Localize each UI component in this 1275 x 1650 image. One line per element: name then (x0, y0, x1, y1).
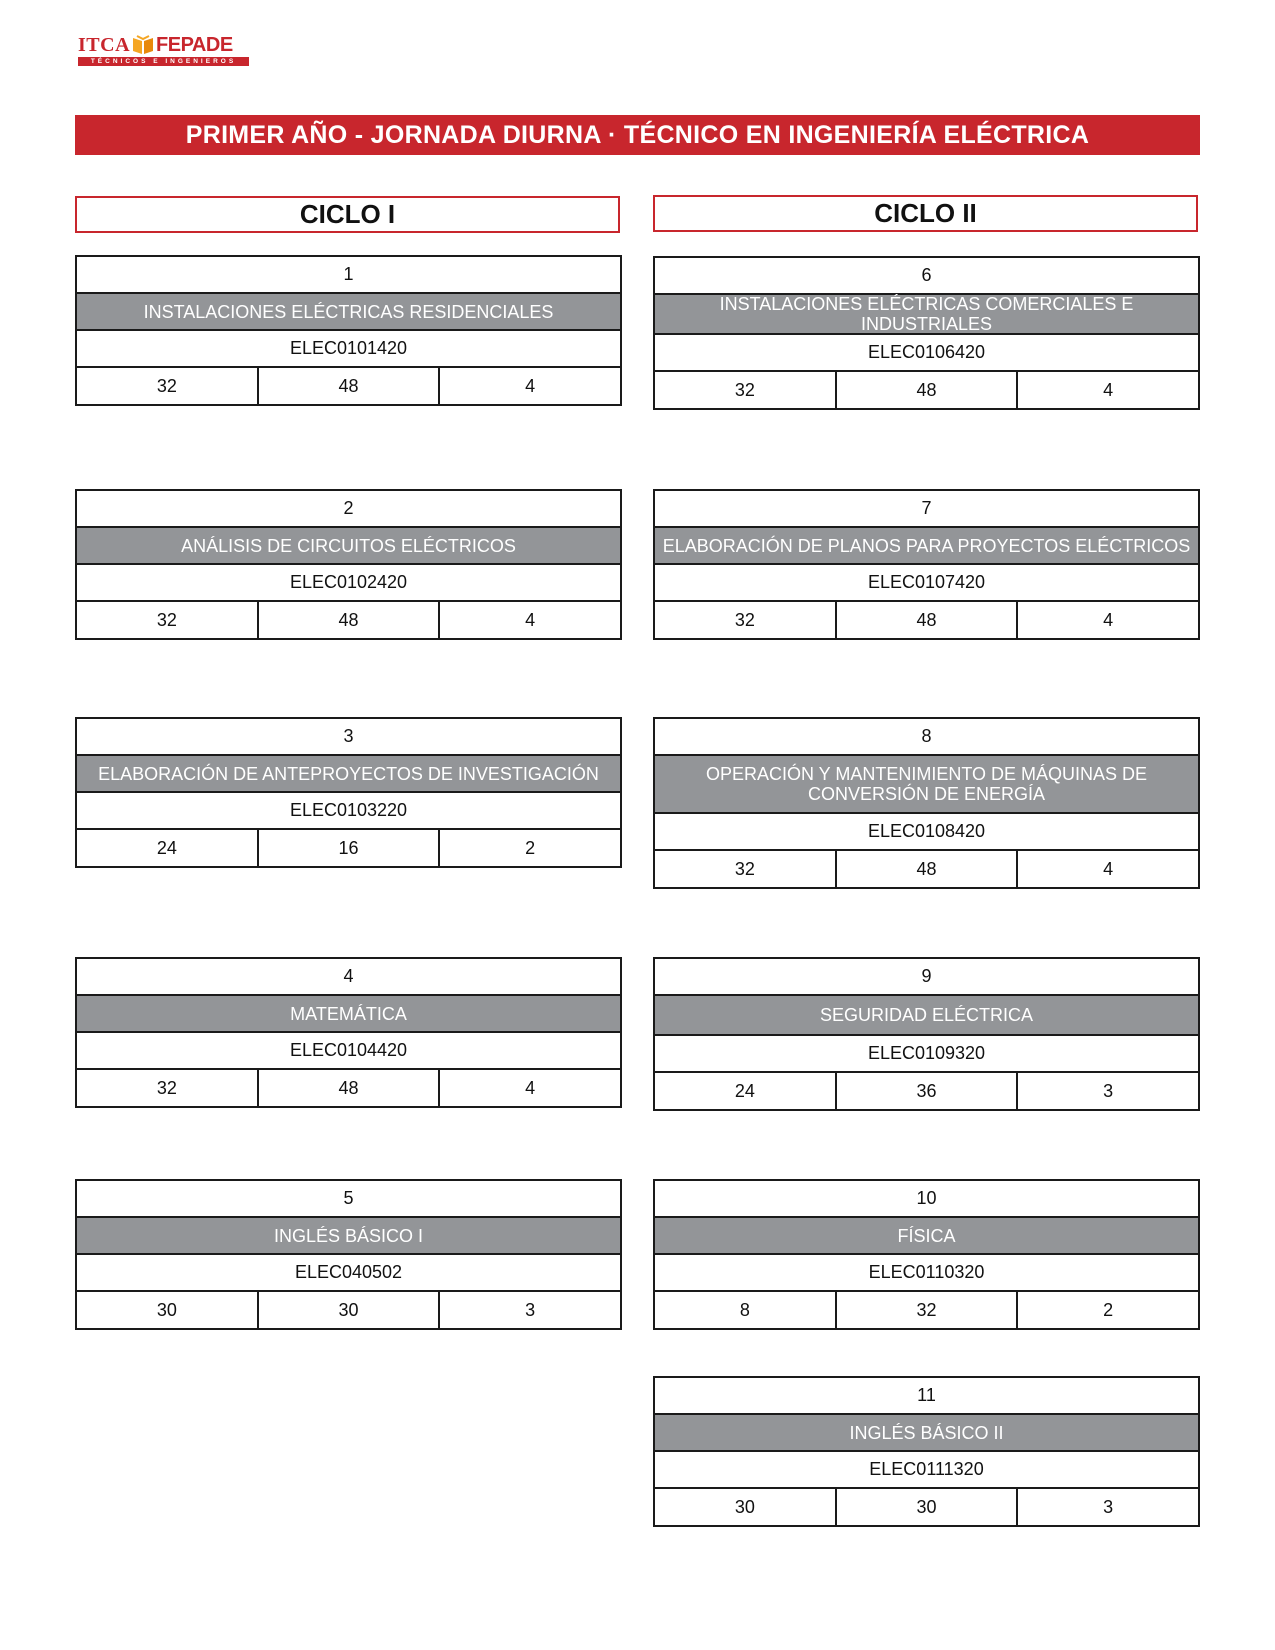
course-name: ELABORACIÓN DE PLANOS PARA PROYECTOS ELÉCTRICOS (655, 528, 1198, 565)
course-number: 5 (77, 1181, 620, 1218)
course-value-1: 32 (655, 602, 837, 638)
course-values (655, 1292, 1198, 1328)
course-value-2: 32 (837, 1292, 1019, 1328)
course-code: ELEC0106420 (655, 335, 1198, 372)
course-value-3: 3 (1103, 1496, 1114, 1517)
course-value-3: 4 (525, 375, 536, 396)
course-value-3: 3 (1103, 1080, 1114, 1101)
course-value-1: 32 (655, 372, 837, 408)
course-value-2: 48 (837, 602, 1019, 638)
course-code: ELEC0108420 (655, 814, 1198, 851)
course-card (653, 256, 1200, 410)
course-number: 11 (655, 1378, 1198, 1415)
page-title-banner: PRIMER AÑO - JORNADA DIURNA · TÉCNICO EN INGENIERÍA ELÉCTRICA (75, 115, 1200, 155)
course-name: INSTALACIONES ELÉCTRICAS RESIDENCIALES (77, 294, 620, 331)
course-values (655, 372, 1198, 408)
course-number: 8 (655, 719, 1198, 756)
course-card (75, 1179, 622, 1330)
course-number: 3 (77, 719, 620, 756)
course-values (655, 1489, 1198, 1525)
course-number: 10 (655, 1181, 1198, 1218)
course-values (77, 1292, 620, 1328)
course-name: FÍSICA (655, 1218, 1198, 1255)
course-name: SEGURIDAD ELÉCTRICA (655, 996, 1198, 1036)
course-values (655, 851, 1198, 887)
course-card (653, 1376, 1200, 1527)
course-code: ELEC0111320 (655, 1452, 1198, 1489)
course-values (77, 602, 620, 638)
course-code: ELEC0101420 (77, 331, 620, 368)
course-number: 1 (77, 257, 620, 294)
course-name: ELABORACIÓN DE ANTEPROYECTOS DE INVESTIGACIÓN (77, 756, 620, 793)
course-number: 7 (655, 491, 1198, 528)
course-code: ELEC0102420 (77, 565, 620, 602)
course-value-3: 4 (525, 609, 536, 630)
course-values (655, 1073, 1198, 1109)
course-values (77, 368, 620, 404)
course-number: 9 (655, 959, 1198, 996)
course-name: ANÁLISIS DE CIRCUITOS ELÉCTRICOS (77, 528, 620, 565)
course-value-1: 32 (77, 368, 259, 404)
course-card (75, 489, 622, 640)
course-number: 2 (77, 491, 620, 528)
course-value-3: 4 (525, 1077, 536, 1098)
course-card (653, 1179, 1200, 1330)
course-values (655, 602, 1198, 638)
course-code: ELEC0109320 (655, 1036, 1198, 1073)
course-card (75, 957, 622, 1108)
course-card (75, 717, 622, 868)
course-value-1: 30 (655, 1489, 837, 1525)
course-card (653, 957, 1200, 1111)
logo (78, 34, 253, 68)
ciclo-1-header: CICLO I (75, 196, 620, 233)
course-value-3: 4 (1103, 858, 1114, 879)
logo-subtitle: TÉCNICOS E INGENIEROS (78, 57, 249, 66)
course-value-1: 8 (655, 1292, 837, 1328)
course-value-2: 48 (837, 372, 1019, 408)
course-value-2: 48 (259, 602, 441, 638)
course-value-3: 3 (525, 1299, 536, 1320)
course-name: INSTALACIONES ELÉCTRICAS COMERCIALES E INDUSTRIALES (655, 295, 1198, 335)
course-value-2: 48 (837, 851, 1019, 887)
course-code: ELEC0104420 (77, 1033, 620, 1070)
course-name: MATEMÁTICA (77, 996, 620, 1033)
course-value-2: 36 (837, 1073, 1019, 1109)
logo-itca-text: ITCA (78, 34, 131, 56)
course-number: 6 (655, 258, 1198, 295)
course-values (77, 1070, 620, 1106)
course-name: OPERACIÓN Y MANTENIMIENTO DE MÁQUINAS DE CONVERSIÓN DE ENERGÍA (655, 756, 1198, 814)
course-values (77, 830, 620, 866)
course-value-3: 4 (1103, 379, 1114, 400)
course-value-1: 32 (655, 851, 837, 887)
course-value-1: 24 (655, 1073, 837, 1109)
course-code: ELEC0110320 (655, 1255, 1198, 1292)
course-value-3: 2 (1103, 1299, 1114, 1320)
course-value-2: 30 (837, 1489, 1019, 1525)
course-value-2: 48 (259, 368, 441, 404)
course-value-2: 48 (259, 1070, 441, 1106)
course-number: 4 (77, 959, 620, 996)
course-value-2: 30 (259, 1292, 441, 1328)
book-icon (132, 35, 154, 55)
course-name: INGLÉS BÁSICO I (77, 1218, 620, 1255)
logo-fepade-text: FEPADE (156, 34, 233, 56)
course-name: INGLÉS BÁSICO II (655, 1415, 1198, 1452)
course-card (653, 717, 1200, 889)
course-value-3: 4 (1103, 609, 1114, 630)
course-code: ELEC0103220 (77, 793, 620, 830)
course-card (75, 255, 622, 406)
course-value-3: 2 (525, 837, 536, 858)
course-card (653, 489, 1200, 640)
course-value-1: 30 (77, 1292, 259, 1328)
course-value-1: 32 (77, 1070, 259, 1106)
course-value-1: 32 (77, 602, 259, 638)
course-value-2: 16 (259, 830, 441, 866)
ciclo-2-header: CICLO II (653, 195, 1198, 232)
course-value-1: 24 (77, 830, 259, 866)
course-code: ELEC0107420 (655, 565, 1198, 602)
course-code: ELEC040502 (77, 1255, 620, 1292)
